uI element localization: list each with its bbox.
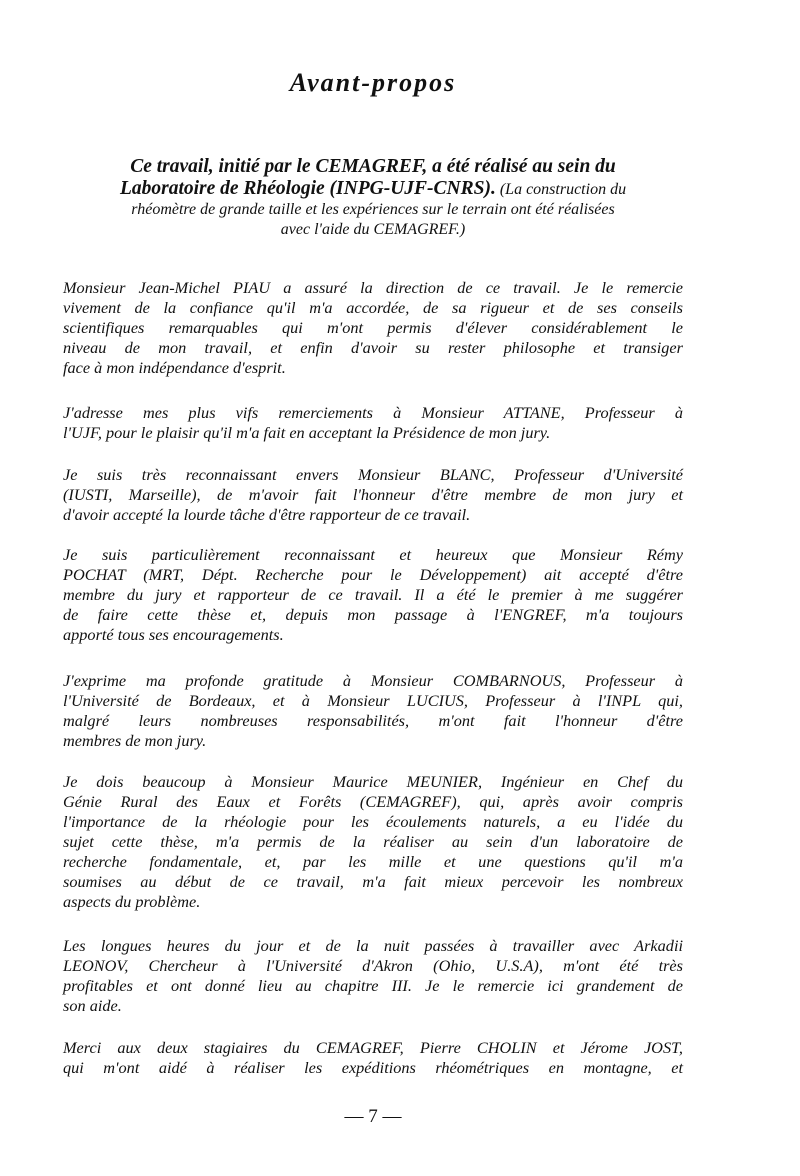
paragraph-line: Monsieur Jean-Michel PIAU a assuré la direction de ce travail. Je le remercie	[63, 278, 683, 297]
paragraph-line: membres de mon jury.	[63, 731, 207, 750]
paragraph-line: J'exprime ma profonde gratitude à Monsieur COMBARNOUS, Professeur à	[63, 671, 683, 690]
intro-statement	[63, 156, 683, 239]
paragraph-line: apporté tous ses encouragements.	[63, 625, 284, 644]
paragraph	[63, 403, 683, 443]
paragraph-line: d'avoir accepté la lourde tâche d'être rapporteur de ce travail.	[63, 505, 471, 524]
paragraph	[63, 465, 683, 525]
intro-line: Ce travail, initié par le CEMAGREF, a été réalisé au sein du	[130, 156, 616, 177]
paragraph-line: aspects du problème.	[63, 892, 201, 911]
intro-line: avec l'aide du CEMAGREF.)	[280, 220, 466, 238]
intro-line	[63, 178, 683, 200]
paragraph-line: Merci aux deux stagiaires du CEMAGREF, Pierre CHOLIN et Jérome JOST,	[63, 1038, 683, 1057]
paragraph-line: recherche fondamentale, et, par les mille et une questions qu'il m'a	[63, 852, 683, 871]
paragraph-line: malgré leurs nombreuses responsabilités, m'ont fait l'honneur d'être	[63, 711, 683, 730]
paragraph-line: Je dois beaucoup à Monsieur Maurice MEUNIER, Ingénieur en Chef du	[63, 772, 683, 791]
paragraph	[63, 671, 683, 751]
paragraph-line: J'adresse mes plus vifs remerciements à Monsieur ATTANE, Professeur à	[63, 403, 683, 422]
page-number: — 7 —	[344, 1106, 402, 1127]
paragraph-line: Les longues heures du jour et de la nuit passées à travailler avec Arkadii	[63, 936, 683, 955]
intro-lab-name: Laboratoire de Rhéologie (INPG-UJF-CNRS).	[119, 178, 496, 199]
paragraph-line: scientifiques remarquables qui m'ont permis d'élever considérablement le	[63, 318, 683, 337]
paragraph-line: qui m'ont aidé à réaliser les expéditions rhéométriques en montagne, et	[63, 1058, 683, 1077]
paragraph-line: face à mon indépendance d'esprit.	[63, 358, 286, 377]
paragraph-line: niveau de mon travail, et enfin d'avoir su rester philosophe et transiger	[63, 338, 683, 357]
intro-line: rhéomètre de grande taille et les expériences sur le terrain ont été réalisées	[131, 201, 615, 218]
paragraph-line: Génie Rural des Eaux et Forêts (CEMAGREF), qui, après avoir compris	[63, 792, 683, 811]
paragraph	[63, 278, 683, 378]
paragraph	[63, 545, 683, 645]
paragraph-line: Je suis très reconnaissant envers Monsieur BLANC, Professeur d'Université	[63, 465, 683, 484]
paragraph-line: POCHAT (MRT, Dépt. Recherche pour le Développement) ait accepté d'être	[63, 565, 683, 584]
paragraph-line: profitables et ont donné lieu au chapitre III. Je le remercie ici grandement de	[63, 976, 683, 995]
paragraph-line: sujet cette thèse, m'a permis de la réaliser au sein d'un laboratoire de	[63, 832, 683, 851]
paragraph	[63, 1038, 683, 1078]
paragraph-line: l'Université de Bordeaux, et à Monsieur LUCIUS, Professeur à l'INPL qui,	[63, 691, 683, 710]
paragraph-line: LEONOV, Chercheur à l'Université d'Akron (Ohio, U.S.A), m'ont été très	[63, 956, 683, 975]
paragraph-line: membre du jury et rapporteur de ce travail. Il a été le premier à me suggérer	[63, 585, 683, 604]
paragraph	[63, 936, 683, 1016]
intro-note-start: (La construction du	[495, 181, 627, 198]
paragraph-line: de faire cette thèse et, depuis mon passage à l'ENGREF, m'a toujours	[63, 605, 683, 624]
paragraph	[63, 772, 683, 912]
paragraph-line: son aide.	[63, 996, 122, 1015]
paragraph-line: l'importance de la rhéologie pour les écoulements naturels, a eu l'idée du	[63, 812, 683, 831]
paragraph-line: (IUSTI, Marseille), de m'avoir fait l'honneur d'être membre de mon jury et	[63, 485, 683, 504]
page-title: Avant-propos	[289, 68, 457, 97]
paragraph-line: Je suis particulièrement reconnaissant et heureux que Monsieur Rémy	[63, 545, 683, 564]
paragraph-line: vivement de la confiance qu'il m'a accordée, de sa rigueur et de ses conseils	[63, 298, 683, 317]
paragraph-line: soumises au début de ce travail, m'a fait mieux percevoir les nombreux	[63, 872, 683, 891]
paragraph-line: l'UJF, pour le plaisir qu'il m'a fait en acceptant la Présidence de mon jury.	[63, 423, 551, 442]
